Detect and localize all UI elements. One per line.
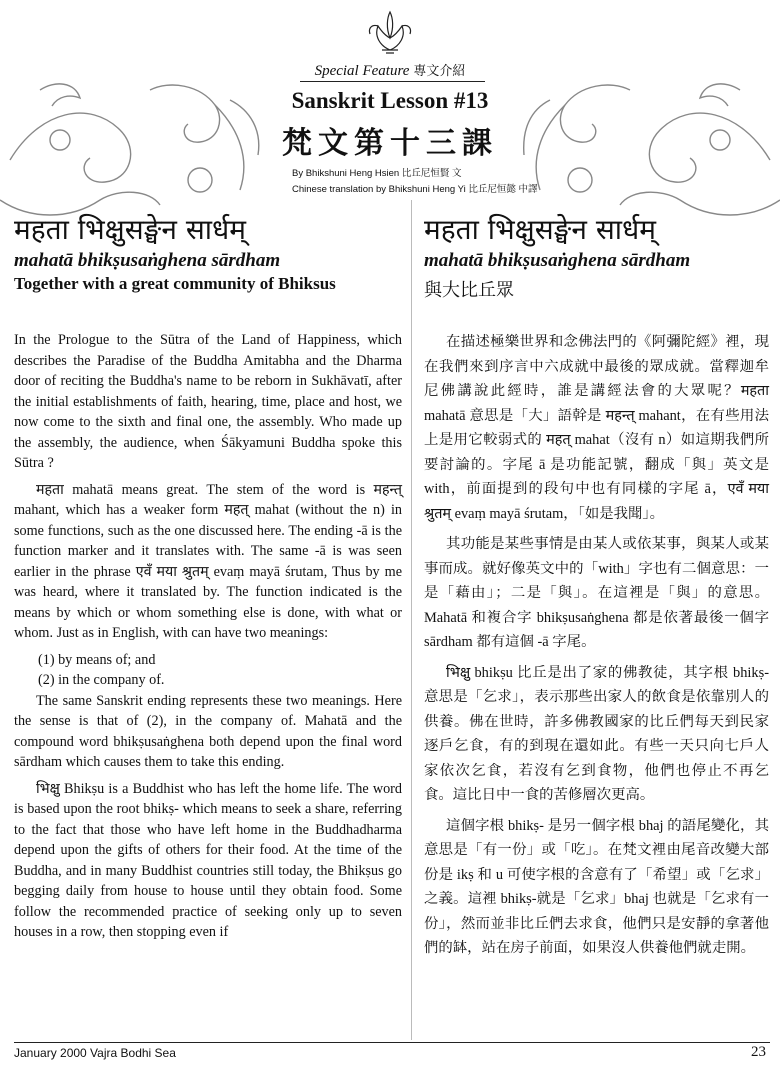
phrase-transliteration-right: mahatā bhikṣusaṅghena sārdham — [424, 250, 691, 271]
chinese-article — [424, 330, 769, 967]
paragraph: 其功能是某些事情是由某人或依某事，與某人或某事而成。就好像英文中的「with」字也有二個意思：一是「藉由」；二是「與」。在這裡是「與」的意思。Mahatā 和複合字 bhikṣusaṅghena 都是依著最後一個字 sārdham 都有這個 -ā 字尾。 — [424, 536, 769, 650]
phrase-chinese: 與大比丘眾 — [424, 280, 514, 300]
lotus-ornament-icon — [360, 6, 420, 56]
list-item: (1) by means of; and — [38, 651, 156, 668]
phrase-devanagari: महता भिक्षुसङ्घेन सार्धम् — [14, 213, 246, 246]
paragraph: महता mahatā means great. The stem of the word is महन्त् mahant, which has a weaker form महत् mahat (without the n) in some functions, such as the one discussed here. The ending -ā is the function marker and it translates with. The same -ā is was seen earlier in the phrase एवँ मया श्रुतम् evaṃ mayā śrutam, Thus by me was heard, where it translated by. The function indicated is the means by which or whom something else is done, with what or whom. Just as in English, with can have two meanings: — [14, 481, 402, 641]
page-title: Sanskrit Lesson #13 — [291, 88, 489, 113]
english-article — [14, 330, 402, 949]
phrase-heading-chinese — [424, 212, 769, 302]
feature-label: Special Feature — [314, 63, 410, 79]
phrase-transliteration: mahatā bhikṣusaṅghena sārdham — [14, 250, 281, 271]
page-number: 23 — [751, 1044, 766, 1060]
phrase-english: Together with a great community of Bhiksus — [14, 274, 336, 293]
footer-divider — [14, 1042, 770, 1043]
phrase-devanagari-right: महता भिक्षुसङ्घेन सार्धम् — [424, 213, 656, 246]
paragraph: भिक्षु bhikṣu 比丘是出了家的佛教徒，其字根 bhikṣ- 意思是「乞求」，表示那些出家人的飲食是依靠別人的供養。佛在世時，許多佛教國家的比丘們每天到民家逐戶乞食，有的到現在還如此。有些一天只向七戶人家依次乞食，若沒有乞到食物，他們也停止不再乞食。這比日中一食的苦修層次更高。 — [424, 664, 769, 803]
paragraph: 這個字根 bhikṣ- 是另一個字根 bhaj 的語尾變化，其意思是「有一份」或「吃」。在梵文裡由尾音改變大部份是 ikṣ 和 u 可使字根的含意有了「希望」或「乞求」之義。這裡 bhikṣ-就是「乞求」bhaj 也就是「乞求有一份」，然而並非比丘們去求食，他們只是安靜的拿著他們的缽，站在房子前面，如果沒人供養他們就走開。 — [424, 817, 769, 956]
feature-label-zh: 專文介紹 — [413, 63, 466, 78]
section-label — [0, 60, 780, 80]
phrase-heading-english — [14, 212, 402, 294]
column-divider — [411, 200, 412, 1040]
paragraph: The same Sanskrit ending represents these two meanings. Here the sense is that of (2), in the company of. Mahatā and the compound word bhikṣusaṅghena both depend upon the final word sārdham which causes them to take this ending. — [14, 692, 402, 770]
author-credit: By Bhikshuni Heng Hsien 比丘尼恒賢 文 — [292, 168, 462, 179]
translator-credit: Chinese translation by Bhikshuni Heng Yi 比丘尼恒懿 中譯 — [292, 184, 538, 195]
paragraph: 在描述極樂世界和念佛法門的《阿彌陀經》裡，現在我們來到序言中六成就中最後的眾成就。當釋迦牟尼佛講說此經時，誰是講經法會的大眾呢？महता mahatā 意思是「大」語幹是 महन्त् mahant，在有些用法上是用它較弱式的 महत् mahat（沒有 n）如這期我們所要討論的。字尾 ā 是功能記號，翻成「與」英文是 with，前面提到的段句中也有同樣的字尾 ā，एवँ मया श्रुतम् evaṃ mayā śrutam，「如是我聞」。 — [424, 334, 769, 522]
page-title-zh: 梵文第十三課 — [282, 127, 498, 160]
issue-info: January 2000 Vajra Bodhi Sea — [14, 1046, 176, 1060]
paragraph: In the Prologue to the Sūtra of the Land of Happiness, which describes the Paradise of the Buddha Amitabha and the Dharma door of reciting the Buddha's name to be reborn in Sukhāvatī, after the initial establishments of faith, hearing, time, place and host, we now come to the sixth and final one, the assembly. Who made up the assembly, the audience, when Śākyamuni Buddha spoke this Sūtra ? — [14, 332, 402, 471]
paragraph: भिक्षु Bhikṣu is a Buddhist who has left the home life. The word is based upon the root bhikṣ- which means to seek a share, referring to the fact that those who have left home in the Buddhadharma depend upon the gifts of others for their food. At the time of the Buddha, and in many Buddhist countries still today, the Bhikṣus go begging daily from house to house until they obtain food. Some follow the recommended practice of seeking only up to seven houses in a row, then stopping even if — [14, 780, 402, 940]
header-divider — [300, 81, 485, 82]
list-item: (2) in the company of. — [38, 672, 165, 688]
